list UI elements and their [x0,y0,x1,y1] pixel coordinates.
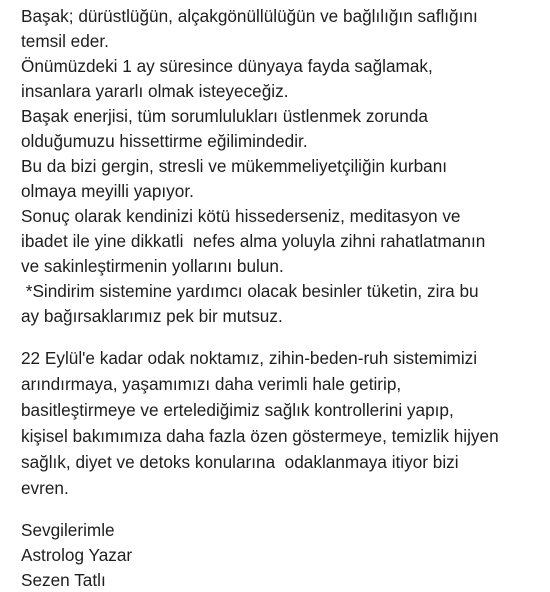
text-line: insanlara yararlı olmak isteyeceğiz. [21,81,289,101]
text-line: sağlık, diyet ve detoks konularına odaklanmaya itiyor bizi [21,452,459,472]
signature-title: Astrolog Yazar [21,545,133,565]
text-line: ay bağırsaklarımız pek bir mutsuz. [21,306,283,326]
text-line: ibadet ile yine dikkatli nefes alma yoluyla zihni rahatlatmanın [21,231,486,251]
text-line: Bu da bizi gergin, stresli ve mükemmeliyetçiliğin kurbanı [21,156,448,176]
text-line: *Sindirim sistemine yardımcı olacak besinler tüketin, zira bu [21,281,479,301]
text-line: ve sakinleştirmenin yollarını bulun. [21,256,284,276]
text-line: Başak enerjisi, tüm sorumlulukları üstlenmek zorunda [21,106,428,126]
text-line: evren. [21,478,69,498]
text-line: arındırmaya, yaşamımızı daha verimli hale getirip, [21,374,402,394]
text-line: Önümüzdeki 1 ay süresince dünyaya fayda sağlamak, [21,56,433,76]
text-line: temsil eder. [21,31,109,51]
text-line: basitleştirmeye ve ertelediğimiz sağlık kontrollerini yapıp, [21,400,454,420]
text-line: 22 Eylül'e kadar odak noktamız, zihin-beden-ruh sistemimizi [21,348,478,368]
signature-name: Sezen Tatlı [21,570,106,590]
text-line: Başak; dürüstlüğün, alçakgönüllülüğün ve bağlılığın saflığını [21,6,478,26]
signature-closing: Sevgilerimle [21,520,115,540]
text-line: olduğumuzu hissettirme eğilimindedir. [21,131,308,151]
text-line: kişisel bakımımıza daha fazla özen göstermeye, temizlik hijyen [21,426,499,446]
text-line: Sonuç olarak kendinizi kötü hissederseniz, meditasyon ve [21,206,461,226]
text-line: olmaya meyilli yapıyor. [21,181,194,201]
